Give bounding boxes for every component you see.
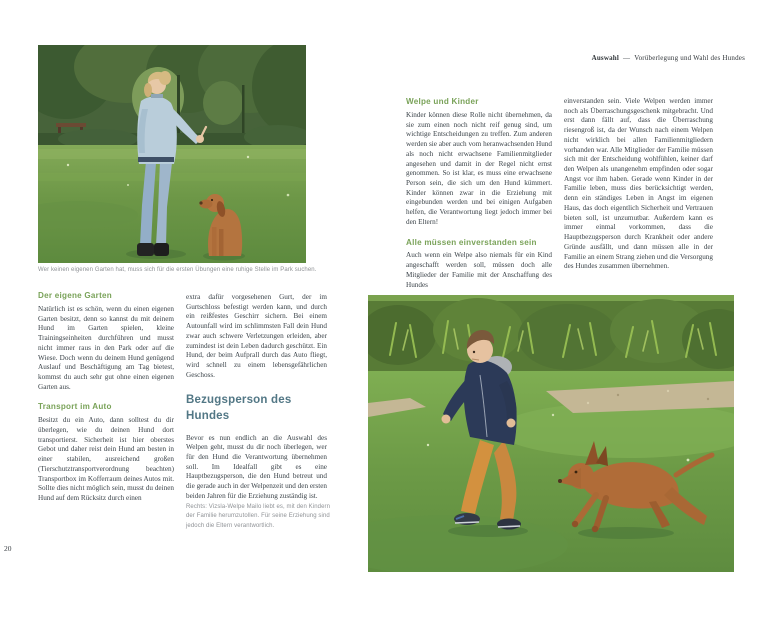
- park-training-photo: [38, 45, 306, 263]
- running-header: [445, 54, 745, 62]
- paragraph-eigener-garten: Natürlich ist es schön, wenn du einen eigenen Garten besitzt, denn so kannst du mit deinem Hund im Garten spielen, kleine Trainingseinheiten durchführen und musst nicht immer raus in den Park oder auf die Wiese. Doch wenn du deinem Hund genügend Auslauf und Beschäftigung am Tag bietest, kommst du auch sehr gut ohne einen eigenen Garten aus.: [38, 304, 174, 391]
- park-training-scene: [38, 45, 306, 263]
- right-photo-caption: Rechts: Vizsla-Welpe Mailo liebt es, mit den Kindern der Familie herumzutollen. Für seine Erziehung sind jedoch die Eltern verantwortlich.: [186, 504, 331, 529]
- page-number: 20: [4, 544, 12, 553]
- boy-playing-photo: [368, 295, 734, 572]
- heading-der-eigene-garten: Der eigene Garten: [38, 291, 112, 300]
- running-header-title: Vorüberlegung und Wahl des Hundes: [634, 54, 745, 62]
- paragraph-transport-fortsetzung: extra dafür vorgesehenen Gurt, der im Gurtschloss befestigt werden kann, und durch ein reißfestes Geschirr sichern. Bei einem Autounfall wird im schlimmsten Fall dein Hund zwar auch schwere Verletzungen erleiden, aber zumindest ist dein Leben dadurch geschützt. Ein Hund, der beim Aufprall durch das Auto fliegt, wird schnell zu einem lebensgefährlichen Geschoss.: [186, 293, 327, 379]
- paragraph-einverstanden-fortsetzung: einverstanden sein. Viele Welpen werden immer noch als Überraschungsgeschenk mitgebracht. Und erst dann fällt auf, dass die Überraschung riesengroß ist, da der Wunsch nach einem Welpen nicht wirklich bei allen Familienmitgliedern vorhanden war. Alle Mitglieder der Familie müssen sich mit der Entscheidung wohlfühlen, keiner darf den Welpen als unangenehm empfinden oder sogar Angst vor ihm haben. Gerade wenn Kinder in der Familie leben, muss dies berücksichtigt werden, denn ein ständiges Leben in Angst im eigenen Haus, das doch eigentlich Sicherheit und Vertrauen bieten soll, ist unzumutbar. Außerdem kann es immer einmal vorkommen, dass die Hauptbezugsperson durch Krankheit oder andere Gründe ausfällt, und dann müssen alle in der Familie an einem Strang ziehen und die Versorgung des Hundes zusammen übernehmen.: [564, 97, 713, 271]
- boy-playing-scene: [368, 295, 734, 572]
- shrubs: [368, 295, 734, 373]
- right-column-1: [406, 97, 552, 290]
- left-column-2: [186, 293, 327, 502]
- heading-alle-muessen-einverstanden-sein: Alle müssen einverstanden sein: [406, 237, 537, 247]
- paragraph-bezugsperson: Bevor es nun endlich an die Auswahl des Welpen geht, musst du dir noch überlegen, wer für den Hund die Verantwortung übernehmen soll. Im Idealfall gibt es eine Hauptbezugsperson, die den Hund betreut und die gerade auch in der Welpenzeit und den ersten beiden Jahren für die Erziehung zuständig ist.: [186, 433, 327, 500]
- left-column-1: [38, 291, 174, 504]
- heading-bezugsperson-des-hundes: Bezugsperson des Hundes: [186, 394, 292, 422]
- paragraph-transport-im-auto: Besitzt du ein Auto, dann solltest du dir überlegen, wie du deinen Hund dort transportierst. Sicherheit ist hier oberstes Gebot und daher reist dein Hund am besten in einer stabilen, ausreichend großen (Tierschutztransportverordnung beachten) Transportbox im Kofferraum deines Autos mit. Sollte dies nicht möglich sein, musst du deinen Hund auf dem Rücksitz durch einen: [38, 416, 174, 503]
- left-photo-caption: Wer keinen eigenen Garten hat, muss sich für die ersten Übungen eine ruhige Stelle im Park suchen.: [38, 267, 317, 273]
- running-header-separator: —: [623, 54, 631, 62]
- running-header-section: Auswahl: [591, 54, 620, 62]
- paragraph-welpe-und-kinder: Kinder können diese Rolle nicht übernehmen, da sie zum einen noch nicht reif genug sind, um wichtige Entscheidungen zu treffen. Zum anderen werden sie aber auch vom heranwachsenden Hund als noch nicht erwachsene Familienmitglieder angesehen und damit in der Regel nicht ernst genommen. So ist klar, es muss eine erwachsene Person sein, die sich um den Hund kümmert. Kinder können zwar in die Erziehung mit eingebunden werden und bei einigen Aufgaben helfen, die Verantwortung liegt jedoch immer bei den Eltern!: [406, 110, 552, 226]
- heading-transport-im-auto: Transport im Auto: [38, 402, 112, 412]
- paragraph-einverstanden: Auch wenn ein Welpe also niemals für ein Kind angeschafft werden soll, müssen doch alle Mitglieder der Familie mit der Anschaffung des Hundes: [406, 251, 552, 289]
- right-column-2: [564, 97, 713, 272]
- heading-welpe-und-kinder: Welpe und Kinder: [406, 97, 479, 106]
